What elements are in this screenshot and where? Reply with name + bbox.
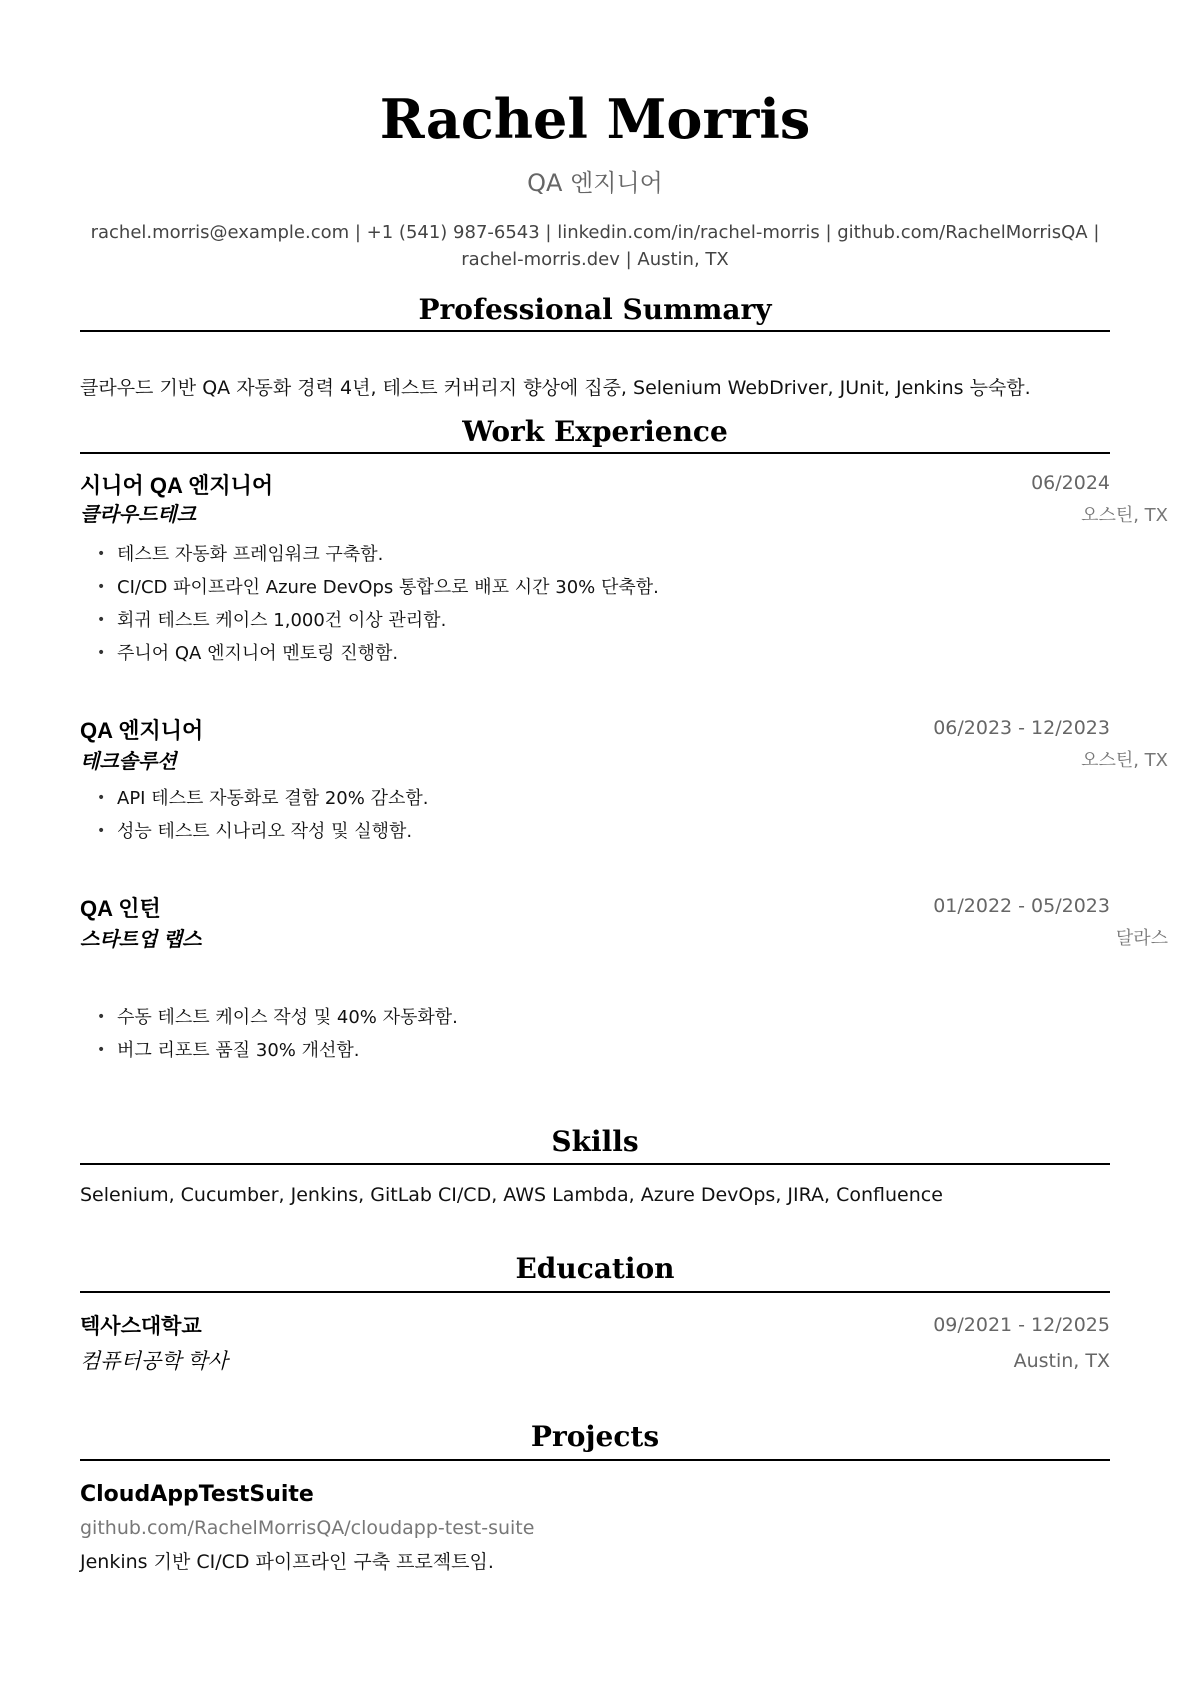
bullet-item: • CI/CD 파이프라인 Azure DevOps 통합으로 배포 시간 30% 단축함. <box>117 571 1147 604</box>
bullet-item: • 수동 테스트 케이스 작성 및 40% 자동화함. <box>117 1001 1147 1034</box>
summary-text: 클라우드 기반 QA 자동화 경력 4년, 테스트 커버리지 향상에 집중, Selenium WebDriver, JUnit, Jenkins 능숙함. <box>80 377 1031 399</box>
bullet-item: • 회귀 테스트 케이스 1,000건 이상 관리함. <box>117 604 1147 637</box>
project-link[interactable]: github.com/RachelMorrisQA/cloudapp-test-suite <box>80 1517 535 1539</box>
education-date: 09/2021 - 12/2025 <box>933 1314 1110 1336</box>
section-divider <box>80 452 1110 454</box>
job-date: 01/2022 - 05/2023 <box>933 895 1110 917</box>
section-divider <box>80 1163 1110 1165</box>
section-divider <box>80 330 1110 332</box>
job-location: 달라스 <box>1115 928 1168 949</box>
project-name: CloudAppTestSuite <box>80 1482 314 1507</box>
contact-line: rachel.morris@example.com | +1 (541) 987-6543 | linkedin.com/in/rachel-morris | github.com/RachelMorrisQA | rachel-morris.dev | Austin, TX <box>90 222 1100 270</box>
job-company: 클라우드테크 <box>80 504 196 526</box>
section-title-projects: Projects <box>530 1420 660 1453</box>
skills-list: Selenium, Cucumber, Jenkins, GitLab CI/CD, AWS Lambda, Azure DevOps, JIRA, Confluence <box>80 1184 943 1206</box>
job-title: 시니어 QA 엔지니어 <box>80 473 274 498</box>
job-company: 테크솔루션 <box>80 751 177 773</box>
education-school: 텍사스대학교 <box>80 1315 202 1338</box>
job-title: QA 엔지니어 <box>80 718 204 743</box>
job-bullets <box>80 1001 1147 1067</box>
job-location: 오스틴, TX <box>1081 505 1168 526</box>
bullet-item: • 테스트 자동화 프레임워크 구축함. <box>117 538 1147 571</box>
project-description: Jenkins 기반 CI/CD 파이프라인 구축 프로젝트임. <box>80 1551 494 1573</box>
candidate-name: Rachel Morris <box>379 87 811 151</box>
section-title-education: Education <box>515 1252 675 1285</box>
job-bullets <box>80 538 1147 670</box>
section-title-summary: Professional Summary <box>418 293 772 326</box>
section-title-skills: Skills <box>551 1125 639 1158</box>
job-date: 06/2023 - 12/2023 <box>933 717 1110 739</box>
section-title-experience: Work Experience <box>462 415 728 448</box>
bullet-item: • 버그 리포트 품질 30% 개선함. <box>117 1034 1147 1067</box>
job-headline: QA 엔지니어 <box>527 169 663 197</box>
education-degree: 컴퓨터공학 학사 <box>80 1350 228 1373</box>
job-location: 오스틴, TX <box>1081 750 1168 771</box>
bullet-item: • 주니어 QA 엔지니어 멘토링 진행함. <box>117 637 1147 670</box>
bullet-item: • API 테스트 자동화로 결함 20% 감소함. <box>117 782 1147 815</box>
education-location: Austin, TX <box>1013 1350 1110 1372</box>
job-company: 스타트업 랩스 <box>80 929 202 951</box>
section-divider <box>80 1291 1110 1293</box>
bullet-item: • 성능 테스트 시나리오 작성 및 실행함. <box>117 815 1147 848</box>
job-date: 06/2024 <box>1031 472 1110 494</box>
job-title: QA 인턴 <box>80 896 161 921</box>
job-bullets <box>80 782 1147 848</box>
section-divider <box>80 1459 1110 1461</box>
